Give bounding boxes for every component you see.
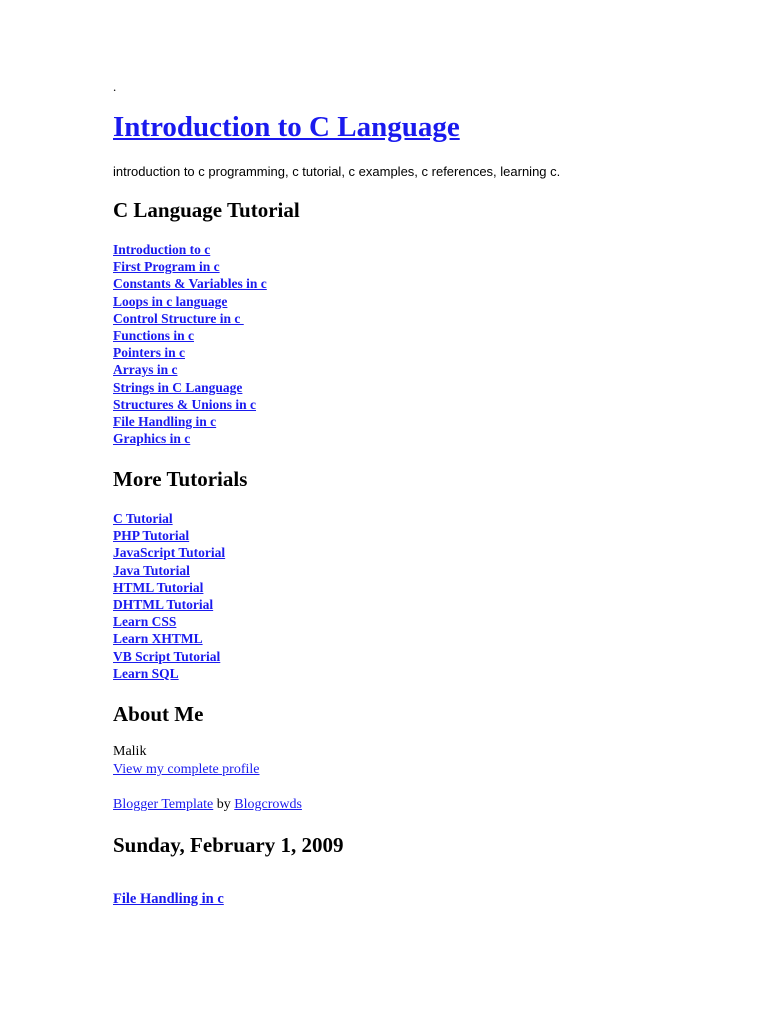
view-profile-link[interactable]: View my complete profile [113,762,260,777]
list-item [113,579,225,596]
list-item [113,327,267,344]
c-tutorial-link[interactable]: File Handling in c [113,413,217,429]
more-tutorials-link[interactable]: Java Tutorial [113,562,190,578]
header-dot: . [113,79,117,94]
list-item [113,275,267,292]
c-tutorial-link[interactable]: Pointers in c [113,345,185,361]
list-item [113,510,225,527]
post-date-heading: Sunday, February 1, 2009 [113,833,344,857]
about-me-heading: About Me [113,702,204,726]
c-tutorial-link[interactable]: Loops in c language [113,293,228,309]
list-item [113,613,225,630]
blogcrowds-link[interactable]: Blogcrowds [234,797,302,812]
more-tutorials-link-list [113,510,225,682]
c-tutorial-link[interactable]: Control Structure in c [113,310,244,326]
list-item [113,310,267,327]
more-tutorials-link[interactable]: C Tutorial [113,511,173,526]
post-title [113,890,224,908]
c-tutorial-heading: C Language Tutorial [113,198,300,222]
list-item [113,665,225,682]
list-item [113,241,267,258]
author-name: Malik [113,744,147,759]
c-tutorial-link[interactable]: Constants & Variables in c [113,276,267,292]
list-item [113,596,225,613]
blogger-template-link[interactable]: Blogger Template [113,797,214,812]
more-tutorials-link[interactable]: Learn SQL [113,665,179,681]
list-item [113,562,225,579]
c-tutorial-link[interactable]: Functions in c [113,327,195,343]
blog-title [113,108,460,146]
c-tutorial-link[interactable]: Structures & Unions in c [113,396,257,412]
list-item [113,344,267,361]
list-item [113,379,267,396]
blog-description: introduction to c programming, c tutorial, c examples, c references, learning c. [113,164,561,179]
c-tutorial-link-list [113,241,267,447]
list-item [113,413,267,430]
credits-line [113,796,302,813]
list-item [113,544,225,561]
list-item [113,630,225,647]
list-item [113,293,267,310]
c-tutorial-link[interactable]: Introduction to c [113,242,211,257]
more-tutorials-heading: More Tutorials [113,467,248,491]
more-tutorials-link[interactable]: DHTML Tutorial [113,596,214,612]
list-item [113,648,225,665]
post-title-link[interactable]: File Handling in c [113,890,224,907]
list-item [113,361,267,378]
more-tutorials-link[interactable]: PHP Tutorial [113,528,190,544]
c-tutorial-link[interactable]: Strings in C Language [113,379,243,395]
credits-by-text: by [216,797,231,812]
more-tutorials-link[interactable]: HTML Tutorial [113,579,204,595]
list-item [113,396,267,413]
list-item [113,258,267,275]
list-item [113,430,267,447]
c-tutorial-link[interactable]: Graphics in c [113,431,191,447]
more-tutorials-link[interactable]: VB Script Tutorial [113,648,221,664]
c-tutorial-link[interactable]: Arrays in c [113,362,178,378]
profile-line [113,761,260,778]
c-tutorial-link[interactable]: First Program in c [113,259,220,275]
more-tutorials-link[interactable]: Learn CSS [113,614,177,630]
more-tutorials-link[interactable]: Learn XHTML [113,631,203,647]
blog-title-link[interactable]: Introduction to C Language [113,111,460,143]
more-tutorials-link[interactable]: JavaScript Tutorial [113,545,226,561]
list-item [113,527,225,544]
